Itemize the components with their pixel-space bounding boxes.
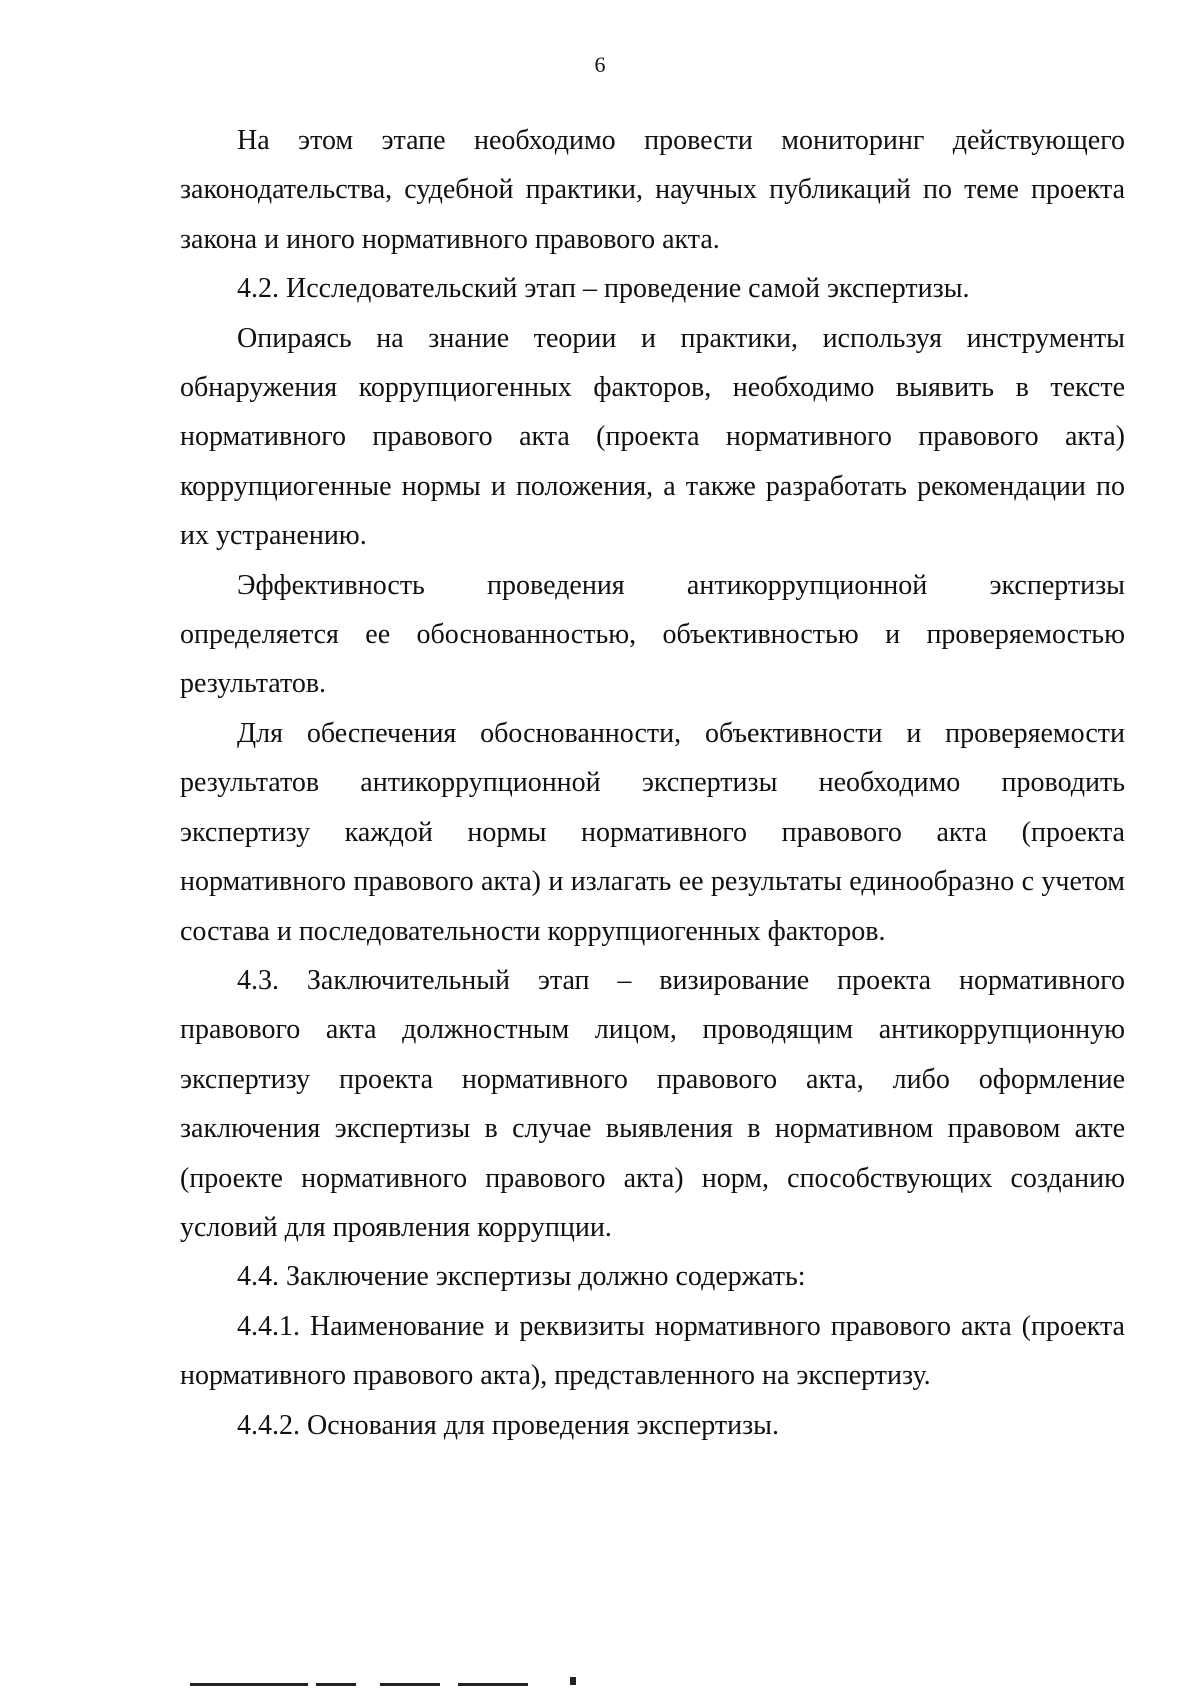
paragraph-detection: Опираясь на знание теории и практики, используя инструменты обнаружения коррупциогенных факторов, необходимо выявить в тексте нормативного правового акта (проекта нормативного правового акта) коррупциогенные нормы и положения, а также разработать рекомендации по их устранению. — [180, 322, 1125, 552]
paragraph-effectiveness: Эффективность проведения антикоррупционной экспертизы определяется ее обоснованностью, объективностью и проверяемостью результатов. — [180, 569, 1125, 700]
paragraph-research-stage: 4.2. Исследовательский этап – проведение самой экспертизы. — [237, 273, 970, 305]
paragraph-item-4-4-1: 4.4.1. Наименование и реквизиты нормативного правового акта (проекта нормативного правового акта), представленного на экспертизу. — [180, 1310, 1125, 1392]
page-number: 6 — [594, 52, 606, 77]
paragraph-verifiability: Для обеспечения обоснованности, объективности и проверяемости результатов антикоррупционной экспертизы необходимо проводить экспертизу каждой нормы нормативного правового акта (проекта нормативного правового акта) и излагать ее результаты единообразно с учетом состава и последовательности коррупциогенных факторов. — [180, 717, 1125, 947]
paragraph-item-4-4-2: 4.4.2. Основания для проведения экспертизы. — [237, 1409, 779, 1441]
scan-artifact — [190, 1683, 610, 1687]
paragraph-conclusion-contents: 4.4. Заключение экспертизы должно содержать: — [237, 1261, 806, 1293]
paragraph-final-stage: 4.3. Заключительный этап – визирование проекта нормативного правового акта должностным лицом, проводящим антикоррупционную экспертизу проекта нормативного правового акта, либо оформление заключения экспертизы в случае выявления в нормативном правовом акте (проекте нормативного правового акта) норм, способствующих созданию условий для проявления коррупции. — [180, 964, 1125, 1243]
document-body — [180, 116, 1125, 1450]
paragraph-monitoring: На этом этапе необходимо провести мониторинг действующего законодательства, судебной практики, научных публикаций по теме проекта закона и иного нормативного правового акта. — [180, 125, 1125, 255]
